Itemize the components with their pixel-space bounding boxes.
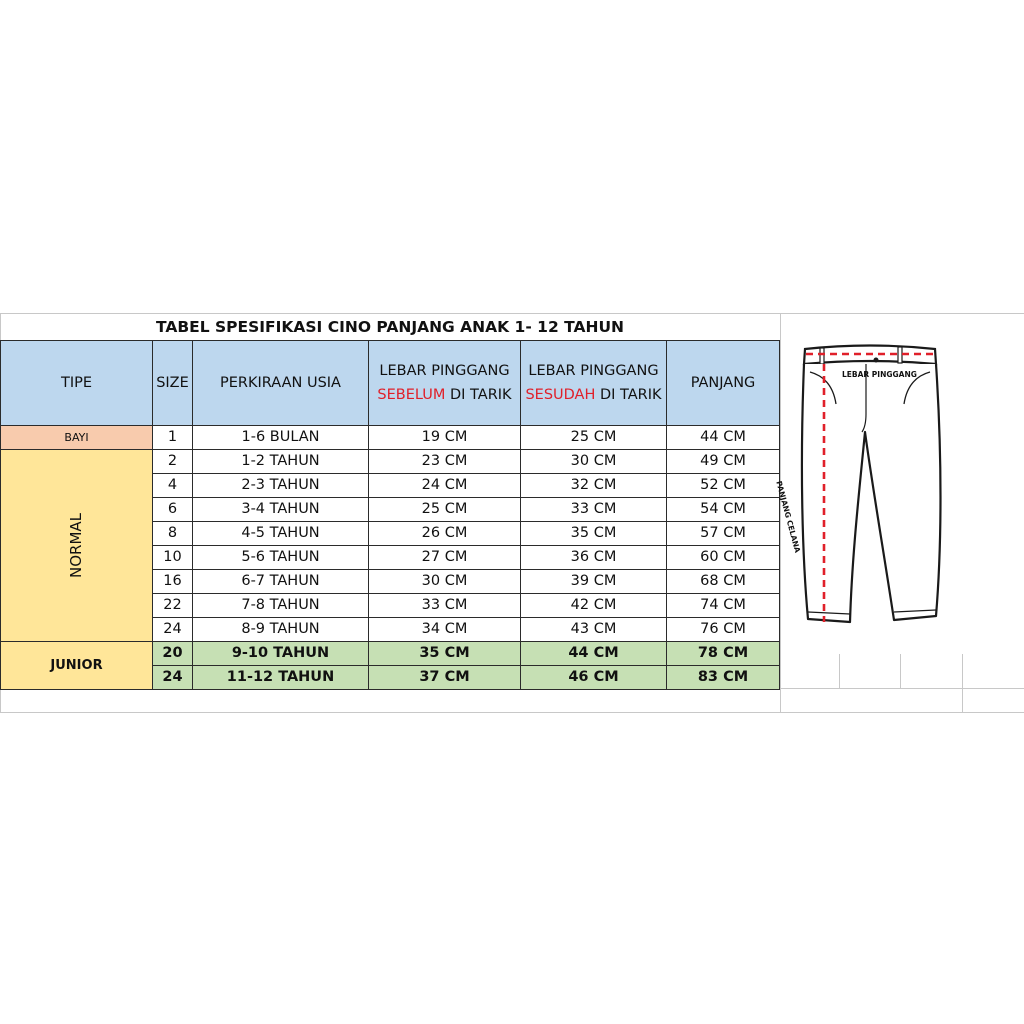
cell-size: 24: [153, 618, 193, 642]
cell-usia: 4-5 TAHUN: [193, 522, 369, 546]
cell-sesudah: 42 CM: [521, 594, 667, 618]
cell-size: 1: [153, 426, 193, 450]
header-lebar-sebelum-pre: LEBAR PINGGANG: [379, 363, 510, 379]
cell-sesudah: 32 CM: [521, 474, 667, 498]
cell-sebelum: 37 CM: [369, 666, 521, 690]
cell-usia: 1-6 BULAN: [193, 426, 369, 450]
cell-sebelum: 24 CM: [369, 474, 521, 498]
cell-size: 8: [153, 522, 193, 546]
cell-size: 4: [153, 474, 193, 498]
cell-sesudah: 46 CM: [521, 666, 667, 690]
header-lebar-sesudah-pre: LEBAR PINGGANG: [528, 363, 659, 379]
cell-usia: 3-4 TAHUN: [193, 498, 369, 522]
cell-usia: 8-9 TAHUN: [193, 618, 369, 642]
header-row: [1, 341, 780, 426]
header-lebar-sesudah-post: DI TARIK: [599, 387, 662, 403]
cell-usia: 5-6 TAHUN: [193, 546, 369, 570]
cell-panjang: 54 CM: [667, 498, 780, 522]
table-row: [1, 426, 780, 450]
table-row: [1, 642, 780, 666]
header-usia: PERKIRAAN USIA: [193, 341, 369, 426]
cell-size: 22: [153, 594, 193, 618]
grid-line-bottom: [0, 712, 1024, 713]
header-lebar-sebelum-red: SEBELUM: [377, 387, 446, 403]
cell-size: 2: [153, 450, 193, 474]
header-lebar-sebelum-post: DI TARIK: [450, 387, 512, 403]
cell-sebelum: 30 CM: [369, 570, 521, 594]
cell-panjang: 44 CM: [667, 426, 780, 450]
cell-size: 20: [153, 642, 193, 666]
cell-panjang: 76 CM: [667, 618, 780, 642]
cell-panjang: 49 CM: [667, 450, 780, 474]
cell-size: 6: [153, 498, 193, 522]
waist-label: LEBAR PINGGANG: [842, 370, 917, 379]
cell-sebelum: 26 CM: [369, 522, 521, 546]
cell-usia: 9-10 TAHUN: [193, 642, 369, 666]
cell-sesudah: 30 CM: [521, 450, 667, 474]
cell-usia: 7-8 TAHUN: [193, 594, 369, 618]
cell-size: 16: [153, 570, 193, 594]
cell-sebelum: 35 CM: [369, 642, 521, 666]
cell-usia: 11-12 TAHUN: [193, 666, 369, 690]
cell-usia: 2-3 TAHUN: [193, 474, 369, 498]
cell-sebelum: 25 CM: [369, 498, 521, 522]
cell-size: 10: [153, 546, 193, 570]
cell-panjang: 78 CM: [667, 642, 780, 666]
cell-panjang: 83 CM: [667, 666, 780, 690]
table-row: [1, 450, 780, 474]
grid-line-col-c: [962, 654, 963, 713]
group-junior: JUNIOR: [1, 642, 153, 690]
cell-sesudah: 25 CM: [521, 426, 667, 450]
length-label: PANJANG CELANA: [774, 480, 803, 554]
cell-sebelum: 27 CM: [369, 546, 521, 570]
cell-panjang: 57 CM: [667, 522, 780, 546]
cell-sebelum: 33 CM: [369, 594, 521, 618]
cell-usia: 6-7 TAHUN: [193, 570, 369, 594]
cell-sesudah: 43 CM: [521, 618, 667, 642]
pants-diagram: [774, 314, 962, 654]
header-panjang: PANJANG: [667, 341, 780, 426]
cell-panjang: 52 CM: [667, 474, 780, 498]
table-title: TABEL SPESIFIKASI CINO PANJANG ANAK 1- 12 TAHUN: [155, 318, 625, 336]
cell-sesudah: 39 CM: [521, 570, 667, 594]
pants-outline-icon: [780, 314, 962, 654]
group-bayi: BAYI: [1, 426, 153, 450]
group-normal: [1, 450, 153, 642]
header-lebar-sesudah-red: SESUDAH: [525, 387, 596, 403]
cell-panjang: 60 CM: [667, 546, 780, 570]
cell-panjang: 74 CM: [667, 594, 780, 618]
cell-sebelum: 23 CM: [369, 450, 521, 474]
cell-panjang: 68 CM: [667, 570, 780, 594]
header-lebar-sebelum: [369, 341, 521, 426]
grid-line-row: [780, 688, 1024, 689]
cell-sesudah: 36 CM: [521, 546, 667, 570]
group-normal-label: NORMAL: [66, 512, 85, 578]
cell-sesudah: 35 CM: [521, 522, 667, 546]
cell-size: 24: [153, 666, 193, 690]
grid-line-col-a: [839, 654, 840, 689]
cell-sesudah: 33 CM: [521, 498, 667, 522]
header-size: SIZE: [153, 341, 193, 426]
cell-usia: 1-2 TAHUN: [193, 450, 369, 474]
cell-sesudah: 44 CM: [521, 642, 667, 666]
grid-line-col-b: [900, 654, 901, 689]
header-lebar-sesudah: [521, 341, 667, 426]
cell-sebelum: 19 CM: [369, 426, 521, 450]
header-tipe: TIPE: [1, 341, 153, 426]
size-spec-table: [0, 340, 780, 690]
cell-sebelum: 34 CM: [369, 618, 521, 642]
